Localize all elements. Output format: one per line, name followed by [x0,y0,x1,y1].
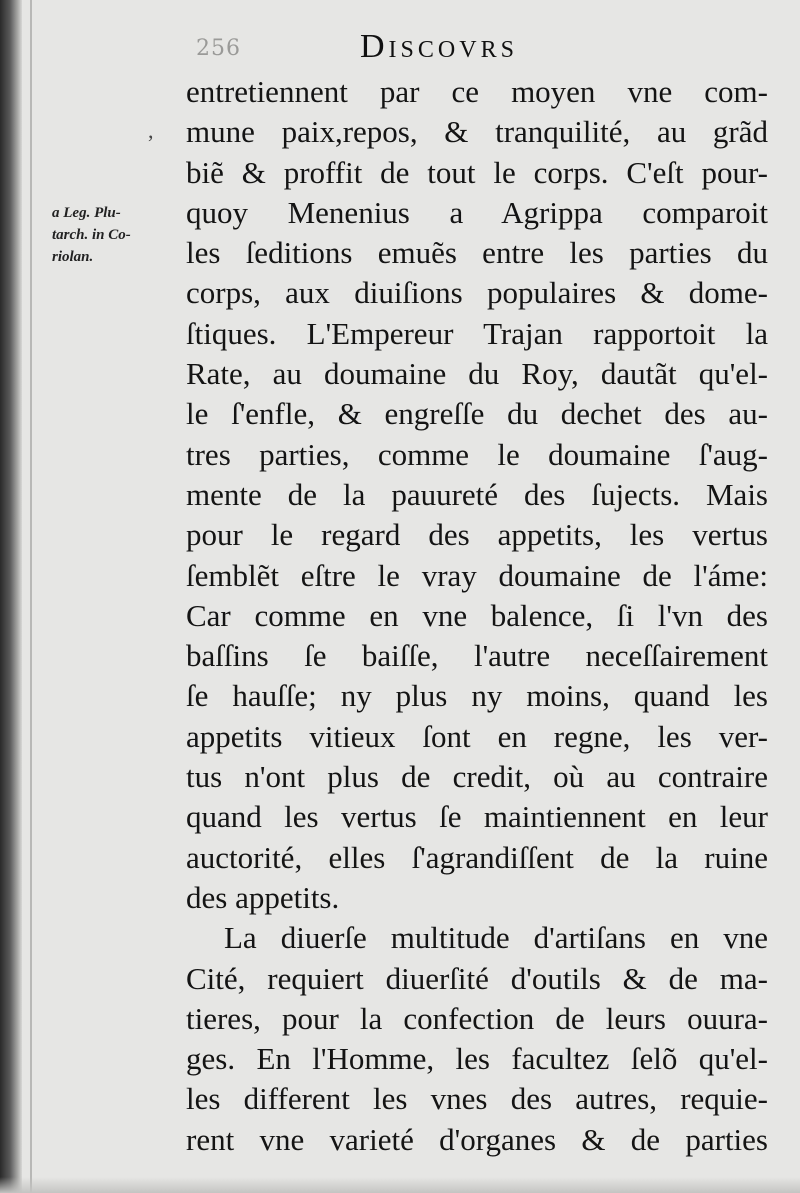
text-line: auctorité, elles ſ'agrandiſſent de la ruine [186,839,768,875]
text-line: ſtiques. L'Empereur Trajan rapportoit la [186,315,768,351]
text-line: Cité, requiert diuerſité d'outils & de ma- [186,960,768,996]
text-line: les ſeditions emuẽs entre les parties du [186,235,768,271]
margin-note-line: riolan. [52,249,94,265]
text-line: ſe hauſſe; ny plus ny moins, quand les [186,678,768,714]
page-number: 256 [196,36,241,61]
binding-gutter [0,0,22,1193]
text-line: Rate, au doumaine du Roy, dautãt qu'el- [186,356,768,392]
running-head: Discovrs [360,28,518,65]
text-line: mune paix,repos, & tranquilité, au grãd [186,114,768,150]
text-line: tieres, pour la confection de leurs ouura- [186,1000,768,1036]
margin-mark: , [148,118,154,143]
text-line: des appetits. [186,879,340,915]
text-line: tus n'ont plus de credit, où au contraire [186,759,768,795]
text-line: ſemblẽt eſtre le vray doumaine de l'áme: [186,557,768,593]
text-line: mente de la pauureté des ſujects. Mais [186,476,768,512]
margin-note-line: tarch. in Co- [52,227,131,243]
text-line: Car comme en vne balence, ſi l'vn des [186,597,768,633]
text-line: entretiennent par ce moyen vne com- [186,74,768,109]
text-line: quand les vertus ſe maintiennent en leur [186,799,768,835]
text-line: pour le regard des appetits, les vertus [186,517,768,553]
text-line: La diuerſe multitude d'artiſans en vne [224,920,768,956]
text-line: baſſins ſe baiſſe, l'autre neceſſairement [186,638,768,674]
text-line: corps, aux diuiſions populaires & dome- [186,275,768,311]
margin-note-line: a Leg. Plu- [52,205,121,221]
page-bottom-shade [0,1177,800,1193]
page-header [0,28,800,68]
text-line: biẽ & proffit de tout le corps. C'eſt pour- [186,154,768,190]
text-line: tres parties, comme le doumaine ſ'aug- [186,436,768,472]
text-line: rent vne varieté d'organes & de parties [186,1121,768,1157]
text-line: appetits vitieux ſont en regne, les ver- [186,718,768,754]
text-line: le ſ'enfle, & engreſſe du dechet des au- [186,396,768,432]
body-text [186,72,768,1160]
gutter-edge [30,0,32,1193]
text-line: les different les vnes des autres, requie- [186,1081,768,1117]
text-line: quoy Menenius a Agrippa comparoit [186,194,768,230]
margin-note [52,202,180,268]
text-line: ges. En l'Homme, les facultez ſelõ qu'el- [186,1041,768,1077]
